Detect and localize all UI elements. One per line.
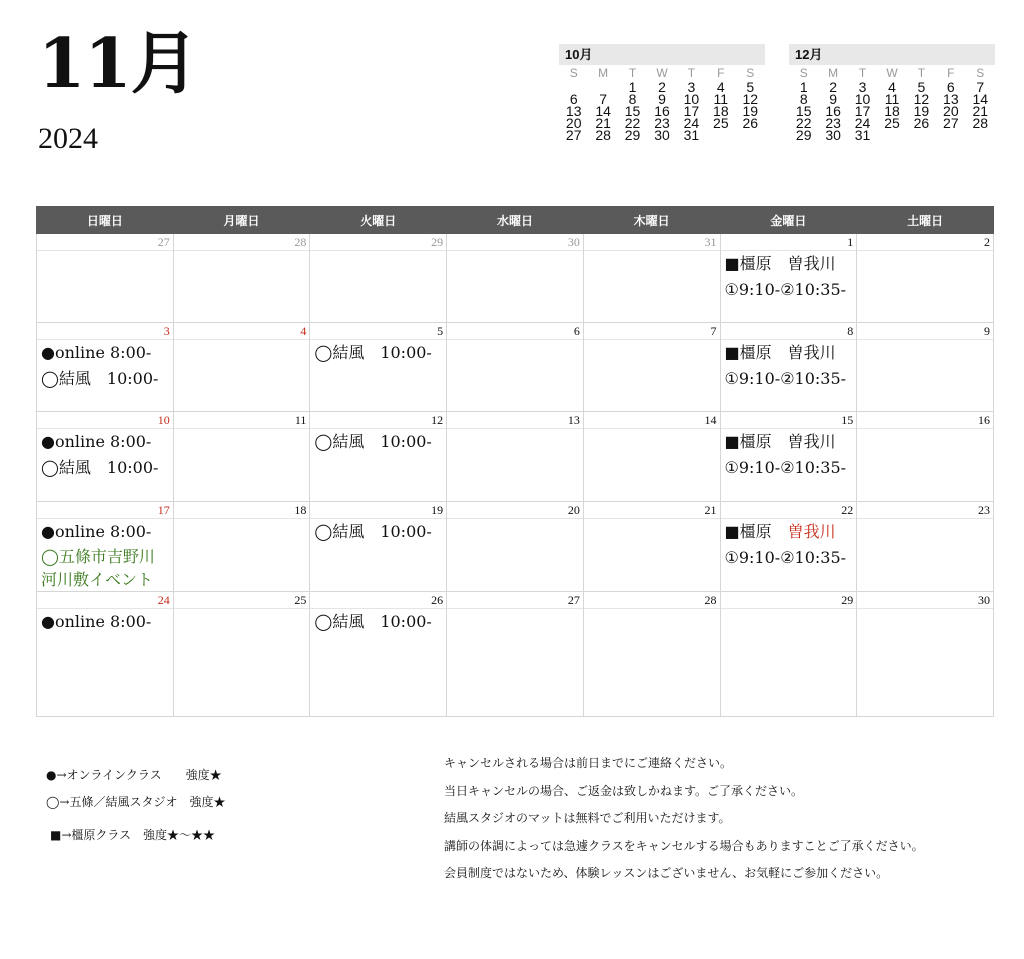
day-cell: [720, 323, 857, 412]
day-number: 28: [174, 234, 310, 251]
day-cell: [37, 323, 174, 412]
mini-day: 7: [599, 91, 608, 107]
mini-day: 20: [565, 115, 582, 131]
mini-day: 24: [854, 115, 871, 131]
day-number: 20: [447, 502, 583, 519]
day-cell: [583, 412, 720, 502]
mini-dow-label: T: [917, 66, 926, 80]
mini-day: 26: [742, 115, 759, 131]
mini-day: 11: [884, 91, 900, 107]
event-prefix: ■橿原: [724, 522, 788, 541]
event-special: ◯五條市吉野川河川敷イベント: [41, 547, 155, 589]
mini-day: 16: [654, 103, 670, 119]
event-location-highlight: 曽我川: [787, 522, 836, 541]
mini-dow-label: T: [687, 66, 696, 80]
day-number: 12: [310, 412, 446, 429]
mini-day: 10: [854, 91, 871, 107]
mini-day: 9: [829, 91, 838, 107]
mini-day: 28: [972, 115, 989, 131]
legend-kashihara: ■→橿原クラス 強度★〜★★: [50, 828, 216, 842]
day-number: 8: [721, 323, 857, 340]
day-cell: [173, 502, 310, 592]
day-cell: [310, 502, 447, 592]
weekday-header-row: [37, 207, 994, 234]
mini-day: 18: [713, 103, 729, 119]
mini-day: 10: [683, 91, 700, 107]
day-number: 21: [584, 502, 720, 519]
mini-day: 25: [713, 115, 729, 131]
event-entry: ●online 8:00-: [41, 432, 152, 451]
mini-day: 2: [658, 79, 666, 95]
weekday-header: 日曜日: [37, 207, 174, 234]
day-number: 29: [721, 592, 857, 609]
mini-day: 17: [683, 103, 700, 119]
mini-day: 27: [943, 115, 959, 131]
weekday-header: 月曜日: [173, 207, 310, 234]
week-row: [37, 502, 994, 592]
mini-calendar-next-month: [789, 44, 995, 141]
weekday-header: 金曜日: [720, 207, 857, 234]
mini-day: 17: [854, 103, 871, 119]
day-cell: [37, 502, 174, 592]
mini-dow-label: M: [598, 66, 609, 80]
day-cell: [310, 323, 447, 412]
weekday-header: 水曜日: [447, 207, 584, 234]
mini-dow-label: S: [976, 66, 985, 80]
week-row: [37, 412, 994, 502]
day-cell: [310, 234, 447, 323]
day-number: 7: [584, 323, 720, 340]
week-row: [37, 234, 994, 323]
day-number: 6: [447, 323, 583, 340]
event-entry: ■橿原 曽我川: [724, 343, 836, 362]
day-number: 24: [37, 592, 173, 609]
week-row: [37, 592, 994, 717]
day-cell: [173, 234, 310, 323]
day-cell: [583, 234, 720, 323]
mini-dow-label: T: [858, 66, 867, 80]
weekday-header: 火曜日: [310, 207, 447, 234]
mini-day: 15: [795, 103, 812, 119]
mini-day: 1: [799, 79, 808, 95]
note-line: キャンセルされる場合は前日までにご連絡ください。: [444, 756, 733, 770]
day-cell: [173, 323, 310, 412]
weekday-header: 木曜日: [583, 207, 720, 234]
day-cell: [720, 502, 857, 592]
day-cell: [37, 234, 174, 323]
mini-day: 2: [829, 79, 838, 95]
mini-day: 27: [565, 127, 582, 143]
day-cell: [447, 234, 584, 323]
event-entry: ◯結風 10:00-: [314, 343, 432, 362]
day-number: 23: [857, 502, 993, 519]
mini-dow-label: F: [717, 66, 725, 80]
mini-dow-label: T: [628, 66, 637, 80]
day-number: 26: [310, 592, 446, 609]
day-number: 14: [584, 412, 720, 429]
mini-dow-label: W: [656, 66, 668, 80]
mini-dow-label: S: [799, 66, 808, 80]
mini-day: 4: [888, 79, 896, 95]
note-line: 会員制度ではないため、体験レッスンはございません、お気軽にご参加ください。: [444, 866, 889, 880]
day-cell: [37, 592, 174, 717]
mini-dow-label: S: [746, 66, 755, 80]
day-cell: [447, 592, 584, 717]
mini-week-row: [559, 129, 765, 141]
mini-day: 4: [716, 79, 725, 95]
year-title: 2024: [38, 122, 98, 155]
legend-online: ●→オンラインクラス 強度★: [46, 768, 222, 782]
mini-day: 7: [976, 79, 985, 95]
mini-day: 3: [687, 79, 696, 95]
mini-day: 16: [825, 103, 841, 119]
day-number: 27: [37, 234, 173, 251]
note-line: 結風スタジオのマットは無料でご利用いただけます。: [444, 811, 731, 825]
day-number: 15: [721, 412, 857, 429]
day-cell: [857, 592, 994, 717]
day-number: 30: [447, 234, 583, 251]
day-number: 4: [174, 323, 310, 340]
event-entry: ①9:10-②10:35-: [724, 458, 847, 477]
event-entry: ①9:10-②10:35-: [724, 280, 847, 299]
event-entry: ■橿原 曽我川: [724, 254, 836, 273]
mini-day: 1: [628, 79, 637, 95]
mini-day: 6: [569, 91, 578, 107]
event-entry: ①9:10-②10:35-: [724, 369, 847, 388]
mini-day: 3: [858, 79, 867, 95]
day-number: 22: [721, 502, 857, 519]
day-cell: [857, 412, 994, 502]
mini-day: 6: [946, 79, 955, 95]
day-cell: [310, 592, 447, 717]
month-calendar-grid: [36, 206, 994, 717]
event-entry: ●online 8:00-: [41, 343, 152, 362]
mini-calendar-title: 12月: [789, 44, 995, 65]
day-cell: [447, 412, 584, 502]
day-number: 9: [857, 323, 993, 340]
mini-day: 14: [595, 103, 611, 119]
day-number: 1: [721, 234, 857, 251]
day-cell: [720, 234, 857, 323]
mini-day: 14: [972, 91, 989, 107]
mini-dow-label: S: [569, 66, 578, 80]
event-entry: ■橿原 曽我川: [724, 432, 836, 451]
mini-day: 5: [746, 79, 755, 95]
mini-day: 31: [683, 127, 700, 143]
day-number: 16: [857, 412, 993, 429]
day-cell: [720, 592, 857, 717]
weekday-header: 土曜日: [857, 207, 994, 234]
mini-day: 12: [913, 91, 930, 107]
mini-day: 21: [972, 103, 989, 119]
mini-day: 15: [624, 103, 641, 119]
mini-day: 11: [713, 91, 729, 107]
day-cell: [447, 323, 584, 412]
day-number: 28: [584, 592, 720, 609]
mini-day: 25: [884, 115, 900, 131]
mini-calendar-table: [789, 65, 995, 141]
event-entry: ◯結風 10:00-: [41, 369, 159, 388]
day-number: 17: [37, 502, 173, 519]
mini-day: 22: [624, 115, 641, 131]
event-entry: ◯結風 10:00-: [41, 458, 159, 477]
day-number: 5: [310, 323, 446, 340]
mini-day: 19: [913, 103, 930, 119]
mini-day: 20: [943, 103, 959, 119]
mini-day: 24: [683, 115, 700, 131]
mini-day: 23: [654, 115, 670, 131]
mini-dow-label: F: [947, 66, 955, 80]
mini-day: 22: [795, 115, 812, 131]
mini-day: 13: [943, 91, 959, 107]
event-entry: ●online 8:00-: [41, 522, 152, 541]
mini-day: 29: [624, 127, 641, 143]
day-cell: [447, 502, 584, 592]
day-cell: [583, 592, 720, 717]
mini-day: 30: [825, 127, 841, 143]
mini-calendar-title: 10月: [559, 44, 765, 65]
day-cell: [857, 234, 994, 323]
mini-day: 31: [854, 127, 871, 143]
event-entry: ◯結風 10:00-: [314, 432, 432, 451]
mini-day: 5: [917, 79, 926, 95]
mini-calendar-table: [559, 65, 765, 141]
day-number: 3: [37, 323, 173, 340]
mini-day: 8: [799, 91, 808, 107]
day-cell: [583, 502, 720, 592]
day-number: 31: [584, 234, 720, 251]
day-number: 11: [174, 412, 310, 429]
day-number: 13: [447, 412, 583, 429]
note-line: 講師の体調によっては急遽クラスをキャンセルする場合もありますことご了承ください。: [444, 838, 924, 853]
notes-block: [444, 750, 924, 888]
event-entry: ◯結風 10:00-: [314, 522, 432, 541]
mini-day: 29: [795, 127, 812, 143]
week-row: [37, 323, 994, 412]
day-number: 25: [174, 592, 310, 609]
mini-day: 12: [742, 91, 759, 107]
day-cell: [37, 412, 174, 502]
mini-day: 19: [742, 103, 759, 119]
mini-day: 8: [628, 91, 637, 107]
day-number: 18: [174, 502, 310, 519]
mini-day: 30: [654, 127, 670, 143]
day-number: 2: [857, 234, 993, 251]
month-title: 11月: [38, 24, 198, 104]
mini-dow-label: M: [828, 66, 839, 80]
note-line: 当日キャンセルの場合、ご返金は致しかねます。ご了承ください。: [444, 783, 804, 798]
event-kashihara: [721, 519, 857, 545]
mini-day: 26: [913, 115, 930, 131]
day-cell: [583, 323, 720, 412]
day-number: 30: [857, 592, 993, 609]
mini-day: 9: [658, 91, 666, 107]
mini-day: 21: [595, 115, 611, 131]
day-number: 29: [310, 234, 446, 251]
mini-day: 18: [884, 103, 900, 119]
mini-day: 28: [595, 127, 611, 143]
event-entry: ◯結風 10:00-: [314, 612, 432, 631]
day-number: 19: [310, 502, 446, 519]
day-cell: [310, 412, 447, 502]
legend-gojo-yufu: ◯→五條／結風スタジオ 強度★: [46, 795, 226, 809]
event-entry: ●online 8:00-: [41, 612, 152, 631]
mini-dow-label: W: [886, 66, 898, 80]
day-cell: [173, 412, 310, 502]
mini-calendar-prev-month: [559, 44, 765, 141]
day-cell: [857, 323, 994, 412]
event-entry: ①9:10-②10:35-: [724, 548, 847, 567]
day-cell: [173, 592, 310, 717]
day-cell: [720, 412, 857, 502]
day-number: 27: [447, 592, 583, 609]
mini-day: 13: [565, 103, 582, 119]
mini-week-row: [789, 117, 995, 129]
day-number: 10: [37, 412, 173, 429]
day-cell: [857, 502, 994, 592]
mini-day: 23: [825, 115, 841, 131]
